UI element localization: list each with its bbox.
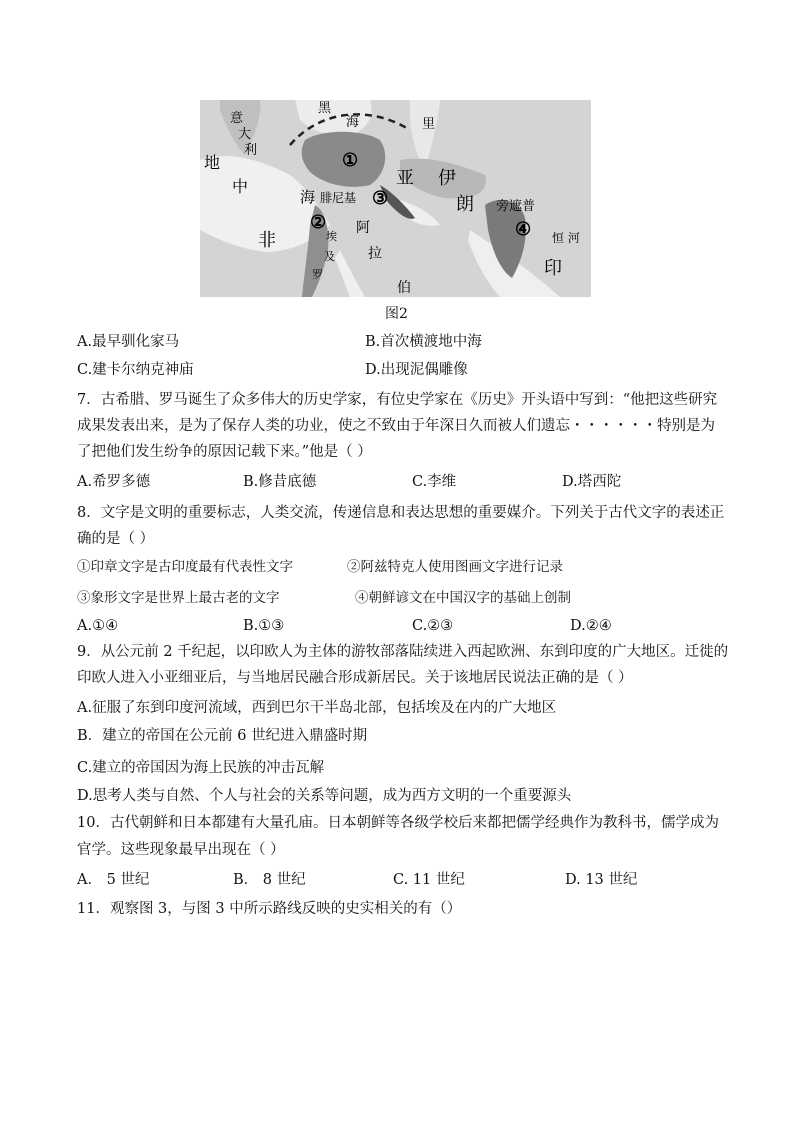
map-label: 非 (258, 230, 276, 251)
map-label: 黑 (318, 101, 332, 116)
q8-statement-3: ③象形文字是世界上最古老的文字 (77, 590, 280, 606)
q7-option-b: B.修昔底德 (243, 474, 317, 490)
map-label: 旁遮普 (496, 199, 536, 214)
map-label: 埃 (326, 230, 337, 243)
q9-stem-line2: 印欧人进入小亚细亚后，与当地居民融合形成新居民。关于该地居民说法正确的是（ ） (77, 670, 633, 686)
q6-option-a: A.最早驯化家马 (77, 334, 180, 350)
q9-option-d: D.思考人类与自然、个人与社会的关系等问题，成为西方文明的一个重要源头 (77, 788, 572, 804)
map-figure-2 (200, 100, 591, 297)
q6-option-c: C.建卡尔纳克神庙 (77, 362, 194, 378)
q8-option-b: B.①③ (243, 618, 285, 634)
map-label: 阿 (356, 220, 370, 236)
q9-stem-line1: 9．从公元前 2 千纪起，以印欧人为主体的游牧部落陆续进入西起欧洲、东到印度的广大地区。迁徙的 (77, 644, 729, 660)
q8-statement-2: ②阿兹特克人使用图画文字进行记录 (347, 559, 563, 575)
map-marker-2: ② (310, 212, 327, 233)
q6-option-b: B.首次横渡地中海 (365, 334, 482, 350)
map-label: 伊 (438, 168, 456, 189)
map-marker-1: ① (342, 150, 359, 171)
q8-option-a: A.①④ (77, 618, 119, 634)
q8-option-c: C.②③ (412, 618, 454, 634)
q10-option-c: C. 11 世纪 (393, 872, 465, 888)
q8-stem-line2: 确的是（ ） (77, 531, 155, 547)
q10-option-d: D. 13 世纪 (565, 872, 638, 888)
map-label: 利 (244, 143, 258, 158)
map-label: 亚 (396, 168, 414, 189)
q7-option-a: A.希罗多德 (77, 474, 151, 490)
map-label: 大 (238, 127, 252, 142)
map-marker-3: ③ (372, 188, 389, 209)
q7-stem-line1: 7．古希腊、罗马诞生了众多伟大的历史学家，有位史学家在《历史》开头语中写到：“他把这些研究 (77, 392, 718, 408)
q8-option-d: D.②④ (570, 618, 612, 634)
map-label: 地 (204, 153, 221, 172)
map-label: 意 (230, 111, 244, 126)
q6-option-d: D.出现泥偶雕像 (365, 362, 468, 378)
map-label: 罗 (312, 268, 323, 281)
q9-option-a: A.征服了东到印度河流域，西到巴尔干半岛北部，包括埃及在内的广大地区 (77, 700, 557, 716)
q10-option-a: A． 5 世纪 (77, 872, 150, 888)
q7-stem-line3: 了把他们发生纷争的原因记载下来。”他是（ ） (77, 444, 372, 460)
map-label: 印 (544, 258, 562, 279)
map-label: 里 (422, 117, 436, 132)
q11-stem-line1: 11．观察图 3，与图 3 中所示路线反映的史实相关的有（） (77, 901, 462, 917)
map-label: 朗 (456, 194, 474, 215)
map-marker-4: ④ (515, 219, 532, 240)
q7-stem-line2: 成果发表出来，是为了保存人类的功业，使之不致由于年深日久而被人们遗忘・・・・・・特别是为 (77, 418, 715, 434)
q7-option-c: C.李维 (412, 474, 457, 490)
q10-stem-line2: 官学。这些现象最早出现在（ ） (77, 842, 285, 858)
q10-option-b: B． 8 世纪 (233, 872, 306, 888)
q10-stem-line1: 10．古代朝鲜和日本都建有大量孔庙。日本朝鲜等各级学校后来都把儒学经典作为教科书，儒学成为 (77, 815, 719, 831)
map-label: 中 (232, 177, 249, 196)
map-label: 恒 河 (552, 231, 580, 245)
q9-option-c: C.建立的帝国因为海上民族的冲击瓦解 (77, 760, 325, 776)
q7-option-d: D.塔西陀 (562, 474, 622, 490)
map-label: 腓尼基 (320, 191, 357, 205)
q8-stem-line1: 8．文字是文明的重要标志，人类交流，传递信息和表达思想的重要媒介。下列关于古代文字的表述正 (77, 505, 725, 521)
map-label: 拉 (368, 246, 382, 262)
map-label: 伯 (397, 280, 411, 296)
figure-caption: 图2 (385, 306, 408, 322)
q9-option-b: B．建立的帝国在公元前 6 世纪进入鼎盛时期 (77, 728, 368, 744)
map-label: 海 (300, 188, 316, 206)
q8-statement-4: ④朝鲜谚文在中国汉字的基础上创制 (355, 590, 571, 606)
map-label: 海 (346, 115, 360, 130)
map-label: 及 (324, 250, 335, 263)
q8-statement-1: ①印章文字是古印度最有代表性文字 (77, 559, 293, 575)
